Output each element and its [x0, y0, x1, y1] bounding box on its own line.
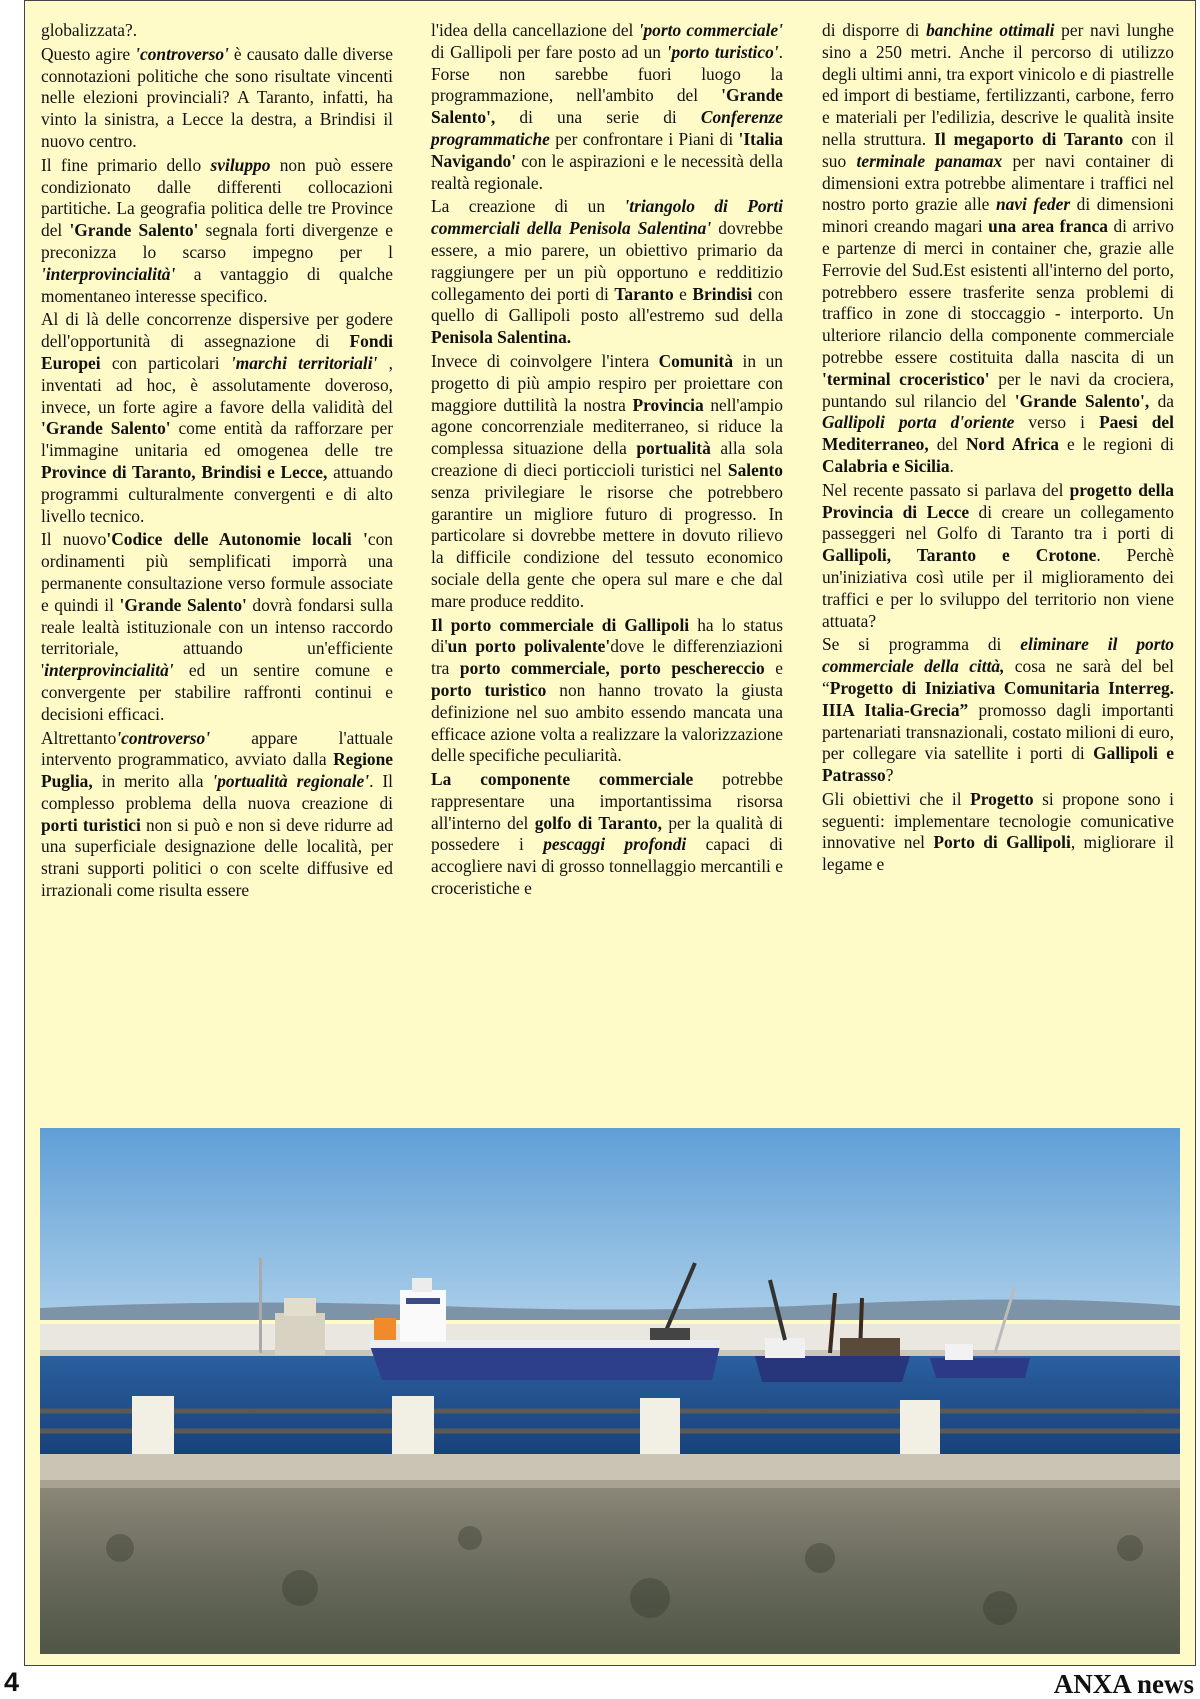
- article-paragraph: Il porto commerciale di Gallipoli ha lo status di'un porto polivalente'dove le differenziazioni tra porto commerciale, porto peschereccio e porto turistico non hanno trovato la giusta definizione nel suo ambito essendo mancata una efficace azione volta a realizzare la valorizzazione delle specifiche peculiarità.: [431, 614, 783, 766]
- harbor-photo-illustration: [40, 1128, 1180, 1654]
- article-paragraph: l'idea della cancellazione del 'porto commerciale' di Gallipoli per fare posto ad un 'porto turistico'. Forse non sarebbe fuori luogo la programmazione, nell'ambito del 'Grande Salento', di una serie di Conferenze programmatiche per confrontare i Piani di 'Italia Navigando' con le aspirazioni e le necessità della realtà regionale.: [431, 20, 783, 193]
- article-paragraph: Al di là delle concorrenze dispersive per godere dell'opportunità di assegnazione di Fondi Europei con particolari 'marchi territoriali' , inventati ad hoc, è assolutamente doveroso, invece, un forte agire a favore della validità del 'Grande Salento' come entità da rafforzare per l'immagine unitaria ed omogenea delle tre Province di Taranto, Brindisi e Lecce, attuando programmi culturalmente convergenti e di alto livello tecnico.: [41, 309, 394, 526]
- harbor-photo: [40, 1128, 1180, 1654]
- article-paragraph: Se si programma di eliminare il porto commerciale della città, cosa ne sarà del bel “Progetto di Iniziativa Comunitaria Interreg. IIIA Italia-Grecia” promosso dagli importanti partenariati transnazionali, costato milioni di euro, per collegare via satellite i porti di Gallipoli e Patrasso?: [822, 634, 1175, 786]
- article-paragraph: Invece di coinvolgere l'intera Comunità in un progetto di più ampio respiro per proiettare con maggiore duttilità la nostra Provincia nell'ampio agone concorrenziale mediterraneo, si riduce la complessa situazione della portualità alla sola creazione di dieci porticcioli turistici nel Salento senza privilegiare le risorse che potrebbero garantire un migliore futuro di progresso. In particolare si dovrebbe mettere in dovuto rilievo la difficile condizione del tessuto economico sociale della gente che opera sul mare e che dal mare produce reddito.: [431, 350, 784, 611]
- article-paragraph: Questo agire 'controverso' è causato dalle diverse connotazioni politiche che sono risultate vincenti nelle elezioni provinciali? A Taranto, infatti, ha vinto la sinistra, a Lecce la destra, a Brindisi il nuovo centro.: [41, 43, 393, 151]
- article-paragraph: Il fine primario dello sviluppo non può essere condizionato dalle differenti collocazioni partitiche. La geografia politica delle tre Province del 'Grande Salento' segnala forti divergenze e preconizza lo scarso impegno per l 'interprovincialità' a vantaggio di qualche momentaneo interesse specifico.: [41, 154, 393, 306]
- article-column-2: [431, 20, 783, 902]
- article-paragraph: di disporre di banchine ottimali per navi lunghe sino a 250 metri. Anche il percorso di utilizzo degli ultimi anni, tra export vinicolo e di piastrelle ed import di bestiame, fertilizzanti, carbone, ferro e materiali per l'edilizia, descrive le qualità insite nella struttura. Il megaporto di Taranto con il suo terminale panamax per navi container di dimensioni extra potrebbe alimentare i traffici nel nostro porto grazie alle navi feder di dimensioni minori creando magari una area franca di arrivo e partenze di merci in container che, grazie alle Ferrovie del Sud.Est esistenti all'interno del porto, potrebbero essere trasferite senza problemi di traffico in zone di stoccaggio - interporto. Un ulteriore rilancio della componente commerciale potrebbe essere costituita dalla nascita di un 'terminal croceristico' per le navi da crociera, puntando sul rilancio del 'Grande Salento', da Gallipoli porta d'oriente verso i Paesi del Mediterraneo, del Nord Africa e le regioni di Calabria e Sicilia.: [822, 20, 1175, 476]
- promenade: [40, 1454, 1180, 1484]
- article-column-1: [41, 20, 393, 904]
- article-paragraph: La creazione di un 'triangolo di Porti commerciali della Penisola Salentina' dovrebbe essere, a mio parere, un obiettivo primario da raggiungere per un più opportuno e redditizio collegamento dei porti di Taranto e Brindisi con quello di Gallipoli posto all'estremo sud della Penisola Salentina.: [431, 196, 783, 348]
- article-paragraph: Nel recente passato si parlava del progetto della Provincia di Lecce di creare un collegamento passeggeri nel Golfo di Taranto tra i porti di Gallipoli, Taranto e Crotone. Perchè un'iniziativa così utile per il miglioramento dei traffici e per lo sviluppo del territorio non viene attuata?: [822, 479, 1175, 631]
- article-column-3: [822, 20, 1174, 878]
- article-paragraph: Altrettanto'controverso' appare l'attuale intervento programmatico, avviato dalla Regione Puglia, in merito alla 'portualità regionale'. Il complesso problema della nuova creazione di porti turistici non si può e non si deve ridurre ad una superficiale designazione delle località, per strani supporti politici o con scelte diffusive ed irrazionali come risulta essere: [41, 727, 393, 901]
- page-number: 4: [4, 1667, 20, 1697]
- sky: [40, 1128, 1180, 1318]
- article-paragraph: La componente commerciale potrebbe rappresentare una importantissima risorsa all'interno del golfo di Taranto, per la qualità di possedere i pescaggi profondi capaci di accogliere navi di grosso tonnellaggio mercantili e croceristiche e: [431, 769, 783, 899]
- article-paragraph: globalizzata?.: [41, 20, 138, 40]
- publication-name: ANXA news: [1053, 1669, 1194, 1699]
- article-paragraph: Il nuovo'Codice delle Autonomie locali 'con ordinamenti più semplificati imporrà una permanente consultazione verso formule associate e quindi il 'Grande Salento' dovrà fondarsi sulla reale lealtà istituzionale con un intenso raccordo territoriale, attuando un'efficiente 'interprovincialità' ed un sentire comune e convergente per stabilire raffronti continui e decisioni efficaci.: [41, 529, 393, 724]
- article-paragraph: Gli obiettivi che il Progetto si propone sono i seguenti: implementare tecnologie comunicative innovative nel Porto di Gallipoli, migliorare il legame e: [822, 788, 1174, 875]
- stone-wall: [40, 1488, 1180, 1654]
